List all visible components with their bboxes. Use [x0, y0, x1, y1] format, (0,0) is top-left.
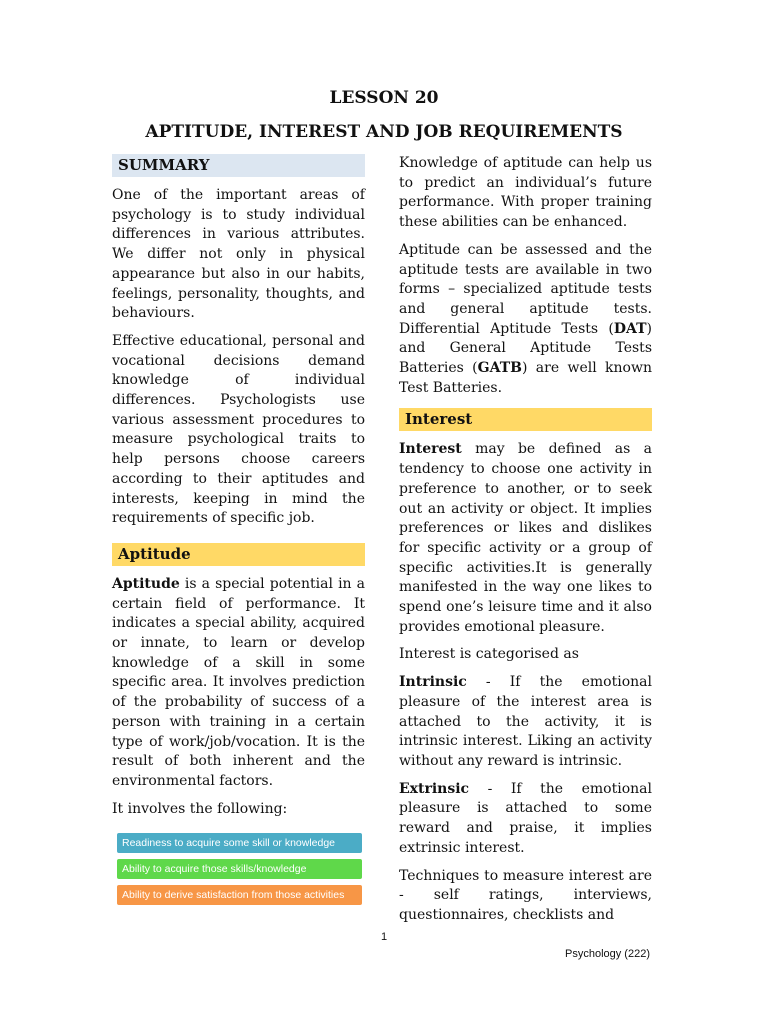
lesson-number: LESSON 20 — [329, 88, 439, 108]
aptitude-term: Aptitude — [112, 575, 180, 592]
chip-ability-acquire: Ability to acquire those skills/knowledge — [117, 859, 362, 879]
involves-text: It involves the following: — [112, 800, 288, 817]
chip-readiness: Readiness to acquire some skill or knowledge — [117, 833, 362, 853]
interest-term: Interest — [399, 441, 462, 458]
intrinsic-paragraph — [399, 673, 652, 772]
extrinsic-definition: - If the emotional pleasure is attached to some reward and praise, it implies extrinsic interest. — [399, 780, 652, 856]
extrinsic-paragraph — [399, 780, 652, 859]
aptitude-definition: is a special potential in a certain field of performance. It indicates a special ability, acquired or innate, to learn or develop knowledge of a skill in some specific area. It involves prediction of the probability of success of a person with training in a certain type of work/job/vocation. It is the result of both inherent and the environmental factors. — [112, 575, 365, 789]
chip-satisfaction: Ability to derive satisfaction from those activities — [117, 885, 362, 905]
right-column — [399, 154, 652, 934]
interest-heading: Interest — [399, 408, 652, 431]
summary-heading: SUMMARY — [112, 154, 365, 177]
lesson-title: APTITUDE, INTEREST AND JOB REQUIREMENTS — [145, 122, 623, 142]
summary-paragraph-2: Effective educational, personal and vocational decisions demand knowledge of individual differences. Psychologists use various assessment procedures to measure psychological traits to help persons choose careers according to their aptitudes and interests, keeping in mind the requirements of specific job. — [112, 332, 365, 527]
tests-text-a: Aptitude can be assessed and the aptitude tests are available in two forms – specialized aptitude tests and general aptitude tests. Differential Aptitude Tests ( — [399, 241, 652, 337]
categorised-text: Interest is categorised as — [399, 646, 579, 663]
summary-paragraph-1: One of the important areas of psychology is to study individual differences in various attributes. We differ not only in physical appearance but also in our habits, feelings, personality, thoughts, and behaviours. — [112, 187, 365, 322]
left-column — [112, 154, 365, 911]
intrinsic-definition: - If the emotional pleasure of the interest area is attached to the activity, it is intrinsic interest. Liking an activity without any reward is intrinsic. — [399, 674, 652, 769]
dat-abbrev: DAT — [613, 320, 647, 337]
aptitude-components — [117, 833, 362, 905]
aptitude-paragraph — [112, 575, 365, 792]
intrinsic-term: Intrinsic — [399, 674, 467, 691]
aptitude-heading: Aptitude — [112, 543, 365, 566]
aptitude-prediction-paragraph: Knowledge of aptitude can help us to predict an individual’s future performance. With proper training these abilities can be enhanced. — [399, 155, 652, 231]
interest-paragraph — [399, 440, 652, 637]
course-footer: Psychology (222) — [565, 948, 650, 960]
gatb-abbrev: GATB — [477, 360, 522, 377]
tests-text-b: ) and General Aptitude Tests Batteries ( — [399, 320, 652, 377]
aptitude-tests-paragraph — [399, 241, 652, 399]
interest-definition: may be defined as a tendency to choose one activity in preference to another, or to seek out an activity or object. It implies preferences or likes and dislikes for specific activity or a group of specific activities.It is generally manifested in the way one likes to spend one’s leisure time and it also provides emotional pleasure. — [399, 441, 652, 635]
techniques-paragraph: Techniques to measure interest are - self ratings, interviews, questionnaires, checklists and — [399, 867, 652, 923]
extrinsic-term: Extrinsic — [399, 780, 470, 797]
page-number: 1 — [380, 931, 388, 943]
tests-text-c: ) are well known Test Batteries. — [399, 360, 652, 396]
